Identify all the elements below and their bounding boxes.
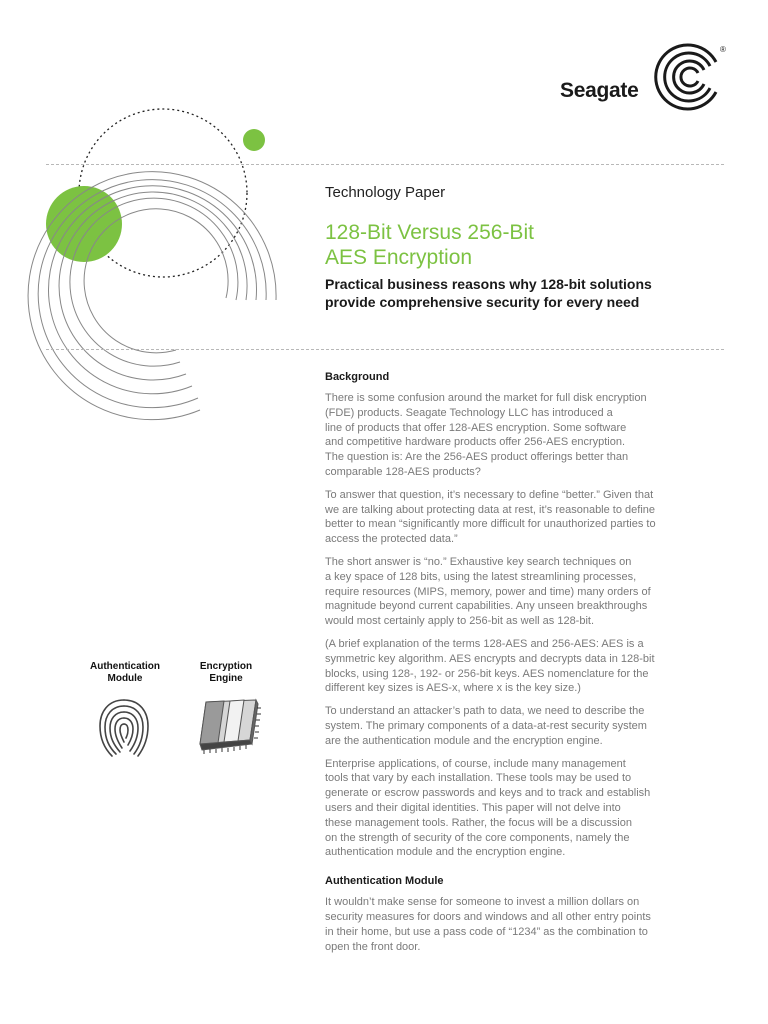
text-line: system. The primary components of a data-at-rest security system: [325, 719, 647, 732]
text-line: The short answer is “no.” Exhaustive key search techniques on: [325, 555, 632, 568]
text-line: tools that vary by each installation. These tools may be used to: [325, 772, 632, 785]
text-line: blocks, using 128-, 192- or 256-bit keys. AES nomenclature for the: [325, 667, 649, 680]
text-line: users and their digital identities. This paper will not delve into: [325, 801, 621, 814]
text-line: different key sizes is AES-x, where x is the key size.): [325, 682, 581, 695]
auth-label-line-2: Module: [107, 673, 143, 684]
text-line: security measures for doors and windows and all other entry points: [325, 910, 651, 923]
auth-label-line-1: Authentication: [90, 661, 160, 672]
title-line-2: AES Encryption: [325, 246, 473, 269]
text-line: To understand an attacker’s path to data, we need to describe the: [325, 705, 645, 718]
paragraph: [325, 895, 685, 954]
body-column: [325, 370, 685, 962]
document-type: Technology Paper: [325, 184, 446, 201]
text-line: are the authentication module and the encryption engine.: [325, 734, 603, 747]
text-line: access the protected data.”: [325, 533, 458, 546]
enc-label-line-2: Engine: [209, 673, 243, 684]
text-line: It wouldn’t make sense for someone to invest a million dollars on: [325, 896, 640, 909]
document-subtitle: [325, 275, 725, 311]
auth-module-heading: Authentication Module: [325, 875, 444, 888]
text-line: magnitude beyond current capabilities. Any unseen breakthroughs: [325, 600, 648, 613]
paragraph: [325, 391, 685, 480]
text-line: symmetric key algorithm. AES encrypts and decrypts data in 128-bit: [325, 652, 655, 665]
paragraph: [325, 637, 685, 696]
text-line: (A brief explanation of the terms 128-AES and 256-AES: AES is a: [325, 637, 644, 650]
subtitle-line-1: Practical business reasons why 128-bit solutions: [325, 276, 652, 292]
seagate-logo: [560, 42, 730, 112]
paragraph: [325, 488, 685, 547]
registered-mark: ®: [720, 45, 726, 54]
text-line: better to mean “significantly more difficult for unauthorized parties to: [325, 518, 656, 531]
auth-module-label: [80, 661, 170, 685]
text-line: we are talking about protecting data at rest, it’s reasonable to define: [325, 503, 656, 516]
text-line: generate or escrow passwords and keys and to track and establish: [325, 787, 651, 800]
text-line: would most certainly apply to 256-bit as well as 128-bit.: [325, 615, 595, 628]
text-line: To answer that question, it’s necessary to define “better.” Given that: [325, 488, 654, 501]
text-line: these management tools. Rather, the focus will be a discussion: [325, 816, 632, 829]
text-line: open the front door.: [325, 940, 421, 953]
text-line: on the strength of security of the core components, namely the: [325, 831, 630, 844]
text-line: Enterprise applications, of course, include many management: [325, 757, 626, 770]
large-green-circle: [46, 186, 122, 262]
text-line: comparable 128-AES products?: [325, 465, 481, 478]
subtitle-line-2: provide comprehensive security for every need: [325, 294, 640, 310]
enc-label-line-1: Encryption: [199, 661, 253, 672]
paragraph: [325, 555, 685, 629]
top-divider: [46, 164, 724, 165]
title-line-1: 128-Bit Versus 256-Bit: [325, 221, 534, 244]
text-line: in their home, but use a pass code of “1234” as the combination to: [325, 925, 648, 938]
text-line: (FDE) products. Seagate Technology LLC has introduced a: [325, 406, 613, 419]
document-title: [325, 220, 534, 270]
text-line: The question is: Are the 256-AES product offerings better than: [325, 451, 629, 464]
fingerprint-icon: [94, 694, 154, 760]
text-line: a key space of 128 bits, using the latest streamlining processes,: [325, 570, 637, 583]
small-green-dot: [243, 129, 265, 151]
logo-wordmark: Seagate: [560, 79, 639, 102]
text-line: authentication module and the encryption engine.: [325, 846, 566, 859]
enc-engine-label: [181, 661, 271, 685]
paragraph: [325, 704, 685, 748]
text-line: line of products that offer 128-AES encryption. Some software: [325, 421, 627, 434]
text-line: require resources (MIPS, memory, power and time) many orders of: [325, 585, 651, 598]
paragraph: [325, 757, 685, 861]
seagate-spiral-icon: [654, 42, 730, 112]
bottom-divider: [46, 349, 724, 350]
text-line: and competitive hardware products offer 256-AES encryption.: [325, 436, 626, 449]
background-heading: Background: [325, 371, 390, 383]
chip-icon: [188, 694, 268, 758]
decorative-circles: [0, 0, 320, 460]
text-line: There is some confusion around the market for full disk encryption: [325, 392, 647, 404]
